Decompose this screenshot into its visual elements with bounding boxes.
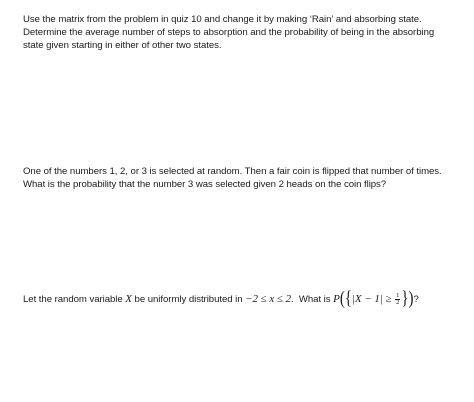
question-markov-absorption	[23, 13, 453, 53]
math-brace-open: {	[344, 288, 352, 309]
math-interval: −2 ≤ x ≤ 2	[245, 292, 292, 305]
question-coin-flip-probability	[23, 165, 453, 191]
question-text: be uniformly distributed in	[131, 293, 246, 305]
math-paren-close: )	[408, 288, 414, 309]
question-line: Use the matrix from the problem in quiz 10 and change it by making ‘Rain’ and absorbing state.	[23, 14, 422, 25]
question-text: Let the random variable	[23, 293, 126, 305]
question-text: . What is	[291, 293, 334, 305]
math-absolute-expression: |X − 1| ≥	[351, 292, 395, 305]
question-line: What is the probability that the number 3 was selected given 2 heads on the coin flips?	[23, 179, 387, 191]
question-mark: ?	[413, 293, 419, 305]
question-line: One of the numbers 1, 2, or 3 is selected at random. Then a fair coin is flipped that number of times.	[23, 166, 442, 177]
question-line: state given starting in either of other two states.	[23, 40, 222, 52]
math-probability-symbol: P	[333, 292, 340, 305]
math-fraction	[395, 293, 400, 307]
fraction-denominator: 2	[396, 299, 400, 306]
math-variable: X	[125, 292, 132, 305]
question-line: Determine the average number of steps to absorption and the probability of being in the absorbing	[23, 27, 435, 39]
probability-expression	[333, 288, 419, 309]
question-uniform-distribution	[23, 288, 463, 309]
fraction-numerator: 1	[396, 291, 400, 299]
math-brace-close: }	[401, 288, 409, 309]
math-paren-open: (	[339, 288, 345, 309]
